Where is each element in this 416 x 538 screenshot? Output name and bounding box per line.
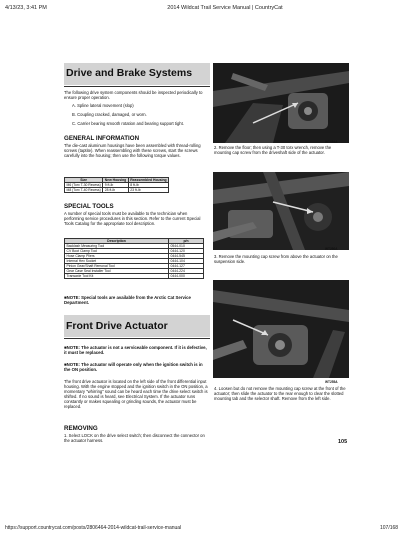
table-row: Transaxle Tool Kit 0444-000 bbox=[65, 274, 204, 279]
table-header: Reassembled Housing bbox=[130, 178, 167, 182]
table-row: M8 (Torx T-40 Recess) 28 ft-lb 23 ft-lb bbox=[65, 188, 169, 193]
photo-actuator-front bbox=[213, 280, 349, 378]
step-4: 4. Loosen but do not remove the mounting cap screw at the front of the actuator; then slide the actuator to the rear enough to clear the slotted mounting tab and the selector shaft. Remove from the left side. bbox=[214, 386, 346, 401]
removing-heading: REMOVING bbox=[64, 425, 98, 432]
table-header: New Housing bbox=[104, 178, 127, 182]
print-page-title: 2014 Wildcat Trail Service Manual | CountryCat bbox=[167, 5, 283, 11]
table-header: Size bbox=[65, 178, 103, 183]
actuator-paragraph: The front drive actuator is located on the left side of the front differential input housing. With the engine stopped and the ignition switch in the ON position, a momentary "whirring" sound can be heard each time the drive select switch is shifted. If no sound is heard, see Electrical System. If the actuator runs constantly or makes squealing or grinding sounds, the actuator must be replaced. bbox=[64, 379, 208, 409]
note-ignition: ■NOTE: The actuator will operate only when the ignition switch is in the ON position. bbox=[64, 362, 203, 372]
general-info-text: The die-cast aluminum housings have been assembled with thread-rolling screws (taptite). When reassembling with these screws, start the screws carefully into the housing; then use the following torque values. bbox=[64, 143, 201, 158]
print-timestamp: 4/13/23, 3:41 PM bbox=[5, 5, 47, 11]
table-row: Backlash Measuring Tool 0544-010 bbox=[65, 244, 204, 249]
table-header: p/n bbox=[169, 239, 204, 244]
special-tools-heading: SPECIAL TOOLS bbox=[64, 203, 114, 210]
table-header: Description bbox=[65, 239, 169, 244]
tools-note: ■NOTE: Special tools are available from the Arctic Cat Service Department. bbox=[64, 295, 191, 305]
print-page-count: 107/168 bbox=[380, 525, 399, 531]
table-row: M6 (Torx T-30 Recess) 9 ft-lb 8 ft-lb bbox=[65, 183, 169, 188]
intro-paragraph: The following drive system components should be inspected periodically to ensure proper operation. bbox=[64, 90, 203, 100]
tools-table bbox=[64, 238, 204, 279]
table-row: Internal Hex Socket 0444-104 bbox=[65, 259, 204, 264]
special-tools-text: A number of special tools must be available to the technician when performing service procedures in this section. Refer to the current Special Tools Catalog for the appropriate tool description. bbox=[64, 211, 201, 226]
table-row: Gear Case Seal Installer Tool 0444-224 bbox=[65, 269, 204, 274]
page-number: 105 bbox=[338, 439, 348, 445]
photo-code: WT250A bbox=[325, 247, 338, 251]
photo-image bbox=[213, 63, 349, 143]
section-title: Front Drive Actuator bbox=[66, 320, 168, 332]
photo-code: WT054A bbox=[325, 140, 338, 144]
general-info-heading: GENERAL INFORMATION bbox=[64, 135, 140, 142]
table-row: Hose Clamp Pliers 0444-545 bbox=[65, 254, 204, 259]
photo-image bbox=[213, 280, 349, 378]
photo-suspension-screw bbox=[213, 172, 349, 250]
step-2: 2. Remove the floor; then using a T-30 torx wrench, remove the mounting cap screw from the driveshaft side of the actuator. bbox=[214, 145, 332, 155]
check-a: A. Spline lateral movement (slop) bbox=[72, 103, 134, 108]
photo-image bbox=[213, 172, 349, 250]
step-1: 1. Select LOCK on the drive select switch; then disconnect the connector on the actuator harness. bbox=[64, 433, 205, 443]
photo-driveshaft-screw bbox=[213, 63, 349, 143]
table-row: Pinion Gear/Shaft Removal Tool 0444-127 bbox=[65, 264, 204, 269]
check-b: B. Coupling cracked, damaged, or worn. bbox=[72, 112, 147, 117]
section-title: Drive and Brake Systems bbox=[66, 67, 193, 79]
table-row: CV Boot Clamp Tool 0444-120 bbox=[65, 249, 204, 254]
check-c: C. Carrier bearing smooth rotation and bearing support tight. bbox=[72, 121, 184, 126]
photo-code: WT255A bbox=[325, 380, 338, 384]
step-3: 3. Remove the mounting cap screw from above the actuator on the suspension side. bbox=[214, 254, 338, 264]
torque-table bbox=[64, 177, 169, 193]
note-serviceable: ■NOTE: The actuator is not a serviceable component. If it is defective, it must be replaced. bbox=[64, 345, 207, 355]
print-url: https://support.countrycat.com/posts/2806464-2014-wildcat-trail-service-manual bbox=[5, 525, 182, 531]
